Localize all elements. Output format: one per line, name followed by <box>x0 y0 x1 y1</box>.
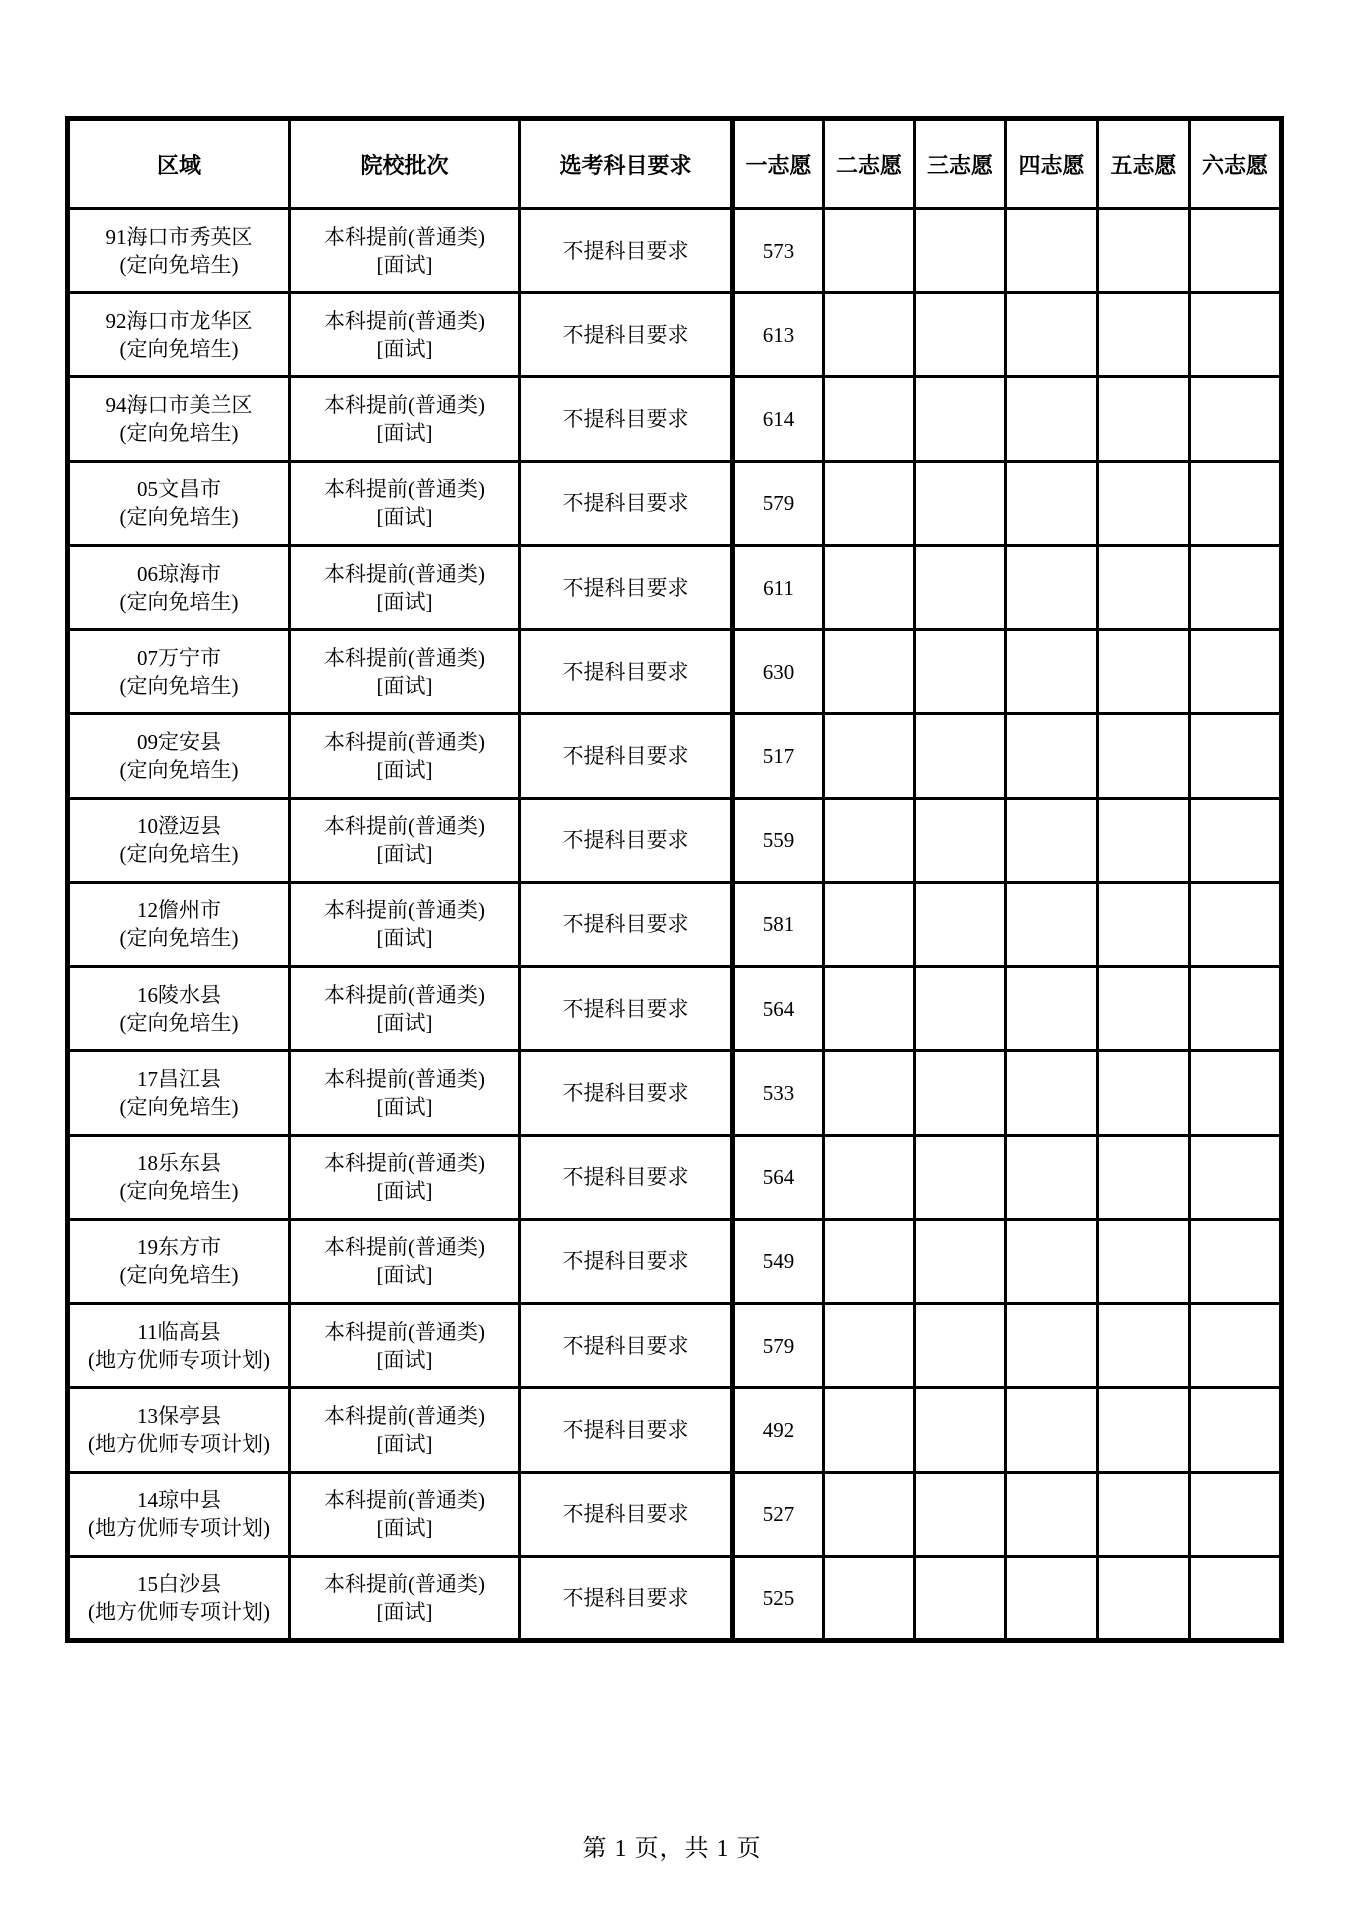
choice-4-cell <box>1006 1304 1098 1388</box>
region-line-2: (定向免培生) <box>119 1010 239 1035</box>
choice-4-cell <box>1006 545 1098 629</box>
choice-3-cell <box>915 1556 1006 1640</box>
batch-cell <box>290 630 520 714</box>
choice-5-cell <box>1098 967 1190 1051</box>
batch-line-1: 本科提前(普通类) <box>324 561 485 586</box>
batch-line-1: 本科提前(普通类) <box>324 982 485 1007</box>
batch-line-1: 本科提前(普通类) <box>324 814 485 839</box>
choice-1-cell: 549 <box>733 1219 824 1303</box>
subject-requirement-cell: 不提科目要求 <box>520 1388 733 1472</box>
choice-6-cell <box>1190 1556 1282 1640</box>
col-header-choice-6: 六志愿 <box>1190 119 1282 209</box>
choice-5-cell <box>1098 209 1190 293</box>
region-cell <box>68 798 290 882</box>
choice-3-cell <box>915 798 1006 882</box>
page-number: 第 1 页，共 1 页 <box>582 1836 762 1862</box>
choice-3-cell <box>915 882 1006 966</box>
choice-5-cell <box>1098 1051 1190 1135</box>
choice-4-cell <box>1006 967 1098 1051</box>
choice-6-cell <box>1190 377 1282 461</box>
batch-line-1: 本科提前(普通类) <box>324 1235 485 1260</box>
choice-1-cell: 527 <box>733 1472 824 1556</box>
choice-4-cell <box>1006 209 1098 293</box>
subject-requirement-cell: 不提科目要求 <box>520 209 733 293</box>
choice-6-cell <box>1190 967 1282 1051</box>
region-line-1: 91海口市秀英区 <box>105 224 253 249</box>
region-line-1: 10澄迈县 <box>137 814 221 839</box>
choice-4-cell <box>1006 1556 1098 1640</box>
choice-4-cell <box>1006 882 1098 966</box>
batch-cell <box>290 1472 520 1556</box>
subject-requirement-cell: 不提科目要求 <box>520 377 733 461</box>
subject-requirement-cell: 不提科目要求 <box>520 461 733 545</box>
choice-1-cell: 581 <box>733 882 824 966</box>
region-cell <box>68 293 290 377</box>
choice-4-cell <box>1006 461 1098 545</box>
table-row <box>68 1135 1282 1219</box>
table-row <box>68 967 1282 1051</box>
batch-cell <box>290 798 520 882</box>
subject-requirement-cell: 不提科目要求 <box>520 714 733 798</box>
subject-requirement-cell: 不提科目要求 <box>520 1051 733 1135</box>
batch-line-2: [面试] <box>376 505 433 530</box>
col-header-choice-2: 二志愿 <box>824 119 915 209</box>
batch-line-1: 本科提前(普通类) <box>324 898 485 923</box>
batch-line-2: [面试] <box>376 1431 433 1456</box>
choice-5-cell <box>1098 798 1190 882</box>
choice-1-cell: 564 <box>733 967 824 1051</box>
col-header-subject-requirement: 选考科目要求 <box>520 119 733 209</box>
region-line-1: 06琼海市 <box>137 561 221 586</box>
subject-requirement-cell: 不提科目要求 <box>520 1135 733 1219</box>
choice-3-cell <box>915 1304 1006 1388</box>
choice-6-cell <box>1190 461 1282 545</box>
region-cell <box>68 882 290 966</box>
choice-3-cell <box>915 377 1006 461</box>
choice-3-cell <box>915 1219 1006 1303</box>
choice-4-cell <box>1006 1051 1098 1135</box>
region-line-1: 16陵水县 <box>137 982 221 1007</box>
choice-5-cell <box>1098 1472 1190 1556</box>
table-row <box>68 1472 1282 1556</box>
choice-3-cell <box>915 293 1006 377</box>
table-row <box>68 1219 1282 1303</box>
choice-5-cell <box>1098 377 1190 461</box>
choice-6-cell <box>1190 798 1282 882</box>
region-cell <box>68 630 290 714</box>
table-row <box>68 882 1282 966</box>
choice-6-cell <box>1190 1304 1282 1388</box>
choice-2-cell <box>824 882 915 966</box>
batch-cell <box>290 545 520 629</box>
table-row <box>68 1556 1282 1640</box>
choice-2-cell <box>824 1219 915 1303</box>
choice-3-cell <box>915 209 1006 293</box>
table-row <box>68 461 1282 545</box>
region-line-1: 09定安县 <box>137 730 221 755</box>
batch-line-2: [面试] <box>376 1263 433 1288</box>
choice-1-cell: 492 <box>733 1388 824 1472</box>
choice-1-cell: 564 <box>733 1135 824 1219</box>
batch-line-1: 本科提前(普通类) <box>324 730 485 755</box>
region-line-1: 07万宁市 <box>137 645 221 670</box>
batch-line-2: [面试] <box>376 1599 433 1624</box>
choice-6-cell <box>1190 1219 1282 1303</box>
choice-4-cell <box>1006 1135 1098 1219</box>
region-line-1: 11临高县 <box>137 1319 221 1344</box>
subject-requirement-cell: 不提科目要求 <box>520 798 733 882</box>
batch-cell <box>290 293 520 377</box>
batch-line-1: 本科提前(普通类) <box>324 224 485 249</box>
region-line-2: (定向免培生) <box>119 589 239 614</box>
region-line-2: (地方优师专项计划) <box>88 1347 270 1372</box>
region-line-1: 18乐东县 <box>137 1151 221 1176</box>
choice-2-cell <box>824 798 915 882</box>
choice-3-cell <box>915 630 1006 714</box>
subject-requirement-cell: 不提科目要求 <box>520 630 733 714</box>
batch-line-2: [面试] <box>376 1516 433 1541</box>
batch-line-2: [面试] <box>376 1094 433 1119</box>
choice-2-cell <box>824 1556 915 1640</box>
batch-cell <box>290 461 520 545</box>
region-line-1: 92海口市龙华区 <box>105 308 253 333</box>
region-line-1: 14琼中县 <box>137 1488 221 1513</box>
choice-1-cell: 579 <box>733 1304 824 1388</box>
batch-cell <box>290 1135 520 1219</box>
region-line-2: (定向免培生) <box>119 1094 239 1119</box>
choice-6-cell <box>1190 1472 1282 1556</box>
choice-5-cell <box>1098 461 1190 545</box>
col-header-batch: 院校批次 <box>290 119 520 209</box>
batch-line-1: 本科提前(普通类) <box>324 308 485 333</box>
batch-line-1: 本科提前(普通类) <box>324 393 485 418</box>
batch-cell <box>290 714 520 798</box>
region-line-1: 13保亭县 <box>137 1403 221 1428</box>
batch-cell <box>290 1304 520 1388</box>
batch-cell <box>290 1388 520 1472</box>
batch-cell <box>290 967 520 1051</box>
region-cell <box>68 1219 290 1303</box>
choice-5-cell <box>1098 1219 1190 1303</box>
region-cell <box>68 1304 290 1388</box>
choice-2-cell <box>824 630 915 714</box>
region-cell <box>68 209 290 293</box>
choice-3-cell <box>915 1388 1006 1472</box>
col-header-choice-5: 五志愿 <box>1098 119 1190 209</box>
table-row <box>68 1388 1282 1472</box>
batch-cell <box>290 1556 520 1640</box>
subject-requirement-cell: 不提科目要求 <box>520 293 733 377</box>
region-cell <box>68 1135 290 1219</box>
table-row <box>68 630 1282 714</box>
choice-4-cell <box>1006 293 1098 377</box>
batch-line-2: [面试] <box>376 589 433 614</box>
choice-5-cell <box>1098 882 1190 966</box>
batch-line-1: 本科提前(普通类) <box>324 1403 485 1428</box>
choice-5-cell <box>1098 714 1190 798</box>
choice-6-cell <box>1190 1051 1282 1135</box>
batch-line-2: [面试] <box>376 252 433 277</box>
region-line-1: 19东方市 <box>137 1235 221 1260</box>
batch-cell <box>290 209 520 293</box>
choice-4-cell <box>1006 1472 1098 1556</box>
choice-6-cell <box>1190 1388 1282 1472</box>
region-cell <box>68 545 290 629</box>
region-line-1: 15白沙县 <box>137 1571 221 1596</box>
choice-1-cell: 613 <box>733 293 824 377</box>
region-cell <box>68 967 290 1051</box>
region-line-1: 94海口市美兰区 <box>105 393 253 418</box>
choice-1-cell: 630 <box>733 630 824 714</box>
choice-4-cell <box>1006 798 1098 882</box>
choice-3-cell <box>915 545 1006 629</box>
choice-3-cell <box>915 967 1006 1051</box>
choice-1-cell: 533 <box>733 1051 824 1135</box>
batch-line-2: [面试] <box>376 926 433 951</box>
col-header-region: 区域 <box>68 119 290 209</box>
region-line-2: (地方优师专项计划) <box>88 1599 270 1624</box>
region-line-1: 12儋州市 <box>137 898 221 923</box>
choice-6-cell <box>1190 293 1282 377</box>
choice-1-cell: 614 <box>733 377 824 461</box>
batch-line-2: [面试] <box>376 1179 433 1204</box>
table-row <box>68 1304 1282 1388</box>
subject-requirement-cell: 不提科目要求 <box>520 545 733 629</box>
choice-2-cell <box>824 1388 915 1472</box>
region-line-2: (定向免培生) <box>119 505 239 530</box>
subject-requirement-cell: 不提科目要求 <box>520 1219 733 1303</box>
subject-requirement-cell: 不提科目要求 <box>520 1472 733 1556</box>
region-line-2: (定向免培生) <box>119 842 239 867</box>
choice-1-cell: 611 <box>733 545 824 629</box>
choice-4-cell <box>1006 630 1098 714</box>
choice-2-cell <box>824 1135 915 1219</box>
choice-2-cell <box>824 461 915 545</box>
choice-6-cell <box>1190 545 1282 629</box>
region-line-2: (地方优师专项计划) <box>88 1516 270 1541</box>
region-line-2: (定向免培生) <box>119 673 239 698</box>
region-cell <box>68 1388 290 1472</box>
choice-5-cell <box>1098 293 1190 377</box>
choice-5-cell <box>1098 1135 1190 1219</box>
region-line-2: (定向免培生) <box>119 336 239 361</box>
subject-requirement-cell: 不提科目要求 <box>520 967 733 1051</box>
choice-3-cell <box>915 461 1006 545</box>
table-header-row <box>68 119 1282 209</box>
batch-cell <box>290 1219 520 1303</box>
batch-line-1: 本科提前(普通类) <box>324 1571 485 1596</box>
region-line-1: 17昌江县 <box>137 1066 221 1091</box>
choice-4-cell <box>1006 1388 1098 1472</box>
choice-2-cell <box>824 1472 915 1556</box>
table-row <box>68 293 1282 377</box>
table-row <box>68 714 1282 798</box>
choice-1-cell: 525 <box>733 1556 824 1640</box>
region-cell <box>68 461 290 545</box>
choice-2-cell <box>824 293 915 377</box>
choice-2-cell <box>824 377 915 461</box>
col-header-choice-1: 一志愿 <box>733 119 824 209</box>
region-line-2: (定向免培生) <box>119 1179 239 1204</box>
choice-1-cell: 517 <box>733 714 824 798</box>
region-line-2: (定向免培生) <box>119 252 239 277</box>
choice-1-cell: 579 <box>733 461 824 545</box>
region-cell <box>68 1556 290 1640</box>
region-line-2: (定向免培生) <box>119 758 239 783</box>
table-row <box>68 377 1282 461</box>
choice-6-cell <box>1190 714 1282 798</box>
batch-line-1: 本科提前(普通类) <box>324 1151 485 1176</box>
batch-line-2: [面试] <box>376 1010 433 1035</box>
subject-requirement-cell: 不提科目要求 <box>520 1304 733 1388</box>
batch-line-2: [面试] <box>376 673 433 698</box>
batch-cell <box>290 1051 520 1135</box>
choice-6-cell <box>1190 630 1282 714</box>
batch-line-1: 本科提前(普通类) <box>324 477 485 502</box>
choice-4-cell <box>1006 714 1098 798</box>
choice-2-cell <box>824 1051 915 1135</box>
choice-4-cell <box>1006 1219 1098 1303</box>
region-line-2: (定向免培生) <box>119 1263 239 1288</box>
region-cell <box>68 1051 290 1135</box>
choice-6-cell <box>1190 1135 1282 1219</box>
choice-5-cell <box>1098 1304 1190 1388</box>
choice-2-cell <box>824 1304 915 1388</box>
region-line-1: 05文昌市 <box>137 477 221 502</box>
region-line-2: (地方优师专项计划) <box>88 1431 270 1456</box>
batch-line-1: 本科提前(普通类) <box>324 1488 485 1513</box>
batch-line-2: [面试] <box>376 842 433 867</box>
batch-line-2: [面试] <box>376 421 433 446</box>
choice-1-cell: 559 <box>733 798 824 882</box>
region-line-2: (定向免培生) <box>119 926 239 951</box>
choice-1-cell: 573 <box>733 209 824 293</box>
batch-line-1: 本科提前(普通类) <box>324 645 485 670</box>
batch-line-2: [面试] <box>376 758 433 783</box>
choice-6-cell <box>1190 209 1282 293</box>
col-header-choice-4: 四志愿 <box>1006 119 1098 209</box>
region-line-2: (定向免培生) <box>119 421 239 446</box>
region-cell <box>68 714 290 798</box>
choice-3-cell <box>915 1472 1006 1556</box>
choice-2-cell <box>824 967 915 1051</box>
table-row <box>68 545 1282 629</box>
choice-4-cell <box>1006 377 1098 461</box>
table-row <box>68 209 1282 293</box>
table-row <box>68 798 1282 882</box>
choice-5-cell <box>1098 630 1190 714</box>
choice-2-cell <box>824 209 915 293</box>
col-header-choice-3: 三志愿 <box>915 119 1006 209</box>
admission-score-table <box>65 116 1284 1643</box>
choice-6-cell <box>1190 882 1282 966</box>
batch-cell <box>290 882 520 966</box>
table-row <box>68 1051 1282 1135</box>
region-cell <box>68 1472 290 1556</box>
choice-2-cell <box>824 714 915 798</box>
choice-5-cell <box>1098 545 1190 629</box>
batch-line-1: 本科提前(普通类) <box>324 1319 485 1344</box>
subject-requirement-cell: 不提科目要求 <box>520 1556 733 1640</box>
choice-5-cell <box>1098 1556 1190 1640</box>
batch-cell <box>290 377 520 461</box>
choice-3-cell <box>915 1135 1006 1219</box>
region-cell <box>68 377 290 461</box>
choice-3-cell <box>915 1051 1006 1135</box>
choice-2-cell <box>824 545 915 629</box>
batch-line-1: 本科提前(普通类) <box>324 1066 485 1091</box>
batch-line-2: [面试] <box>376 1347 433 1372</box>
subject-requirement-cell: 不提科目要求 <box>520 882 733 966</box>
choice-5-cell <box>1098 1388 1190 1472</box>
batch-line-2: [面试] <box>376 336 433 361</box>
choice-3-cell <box>915 714 1006 798</box>
